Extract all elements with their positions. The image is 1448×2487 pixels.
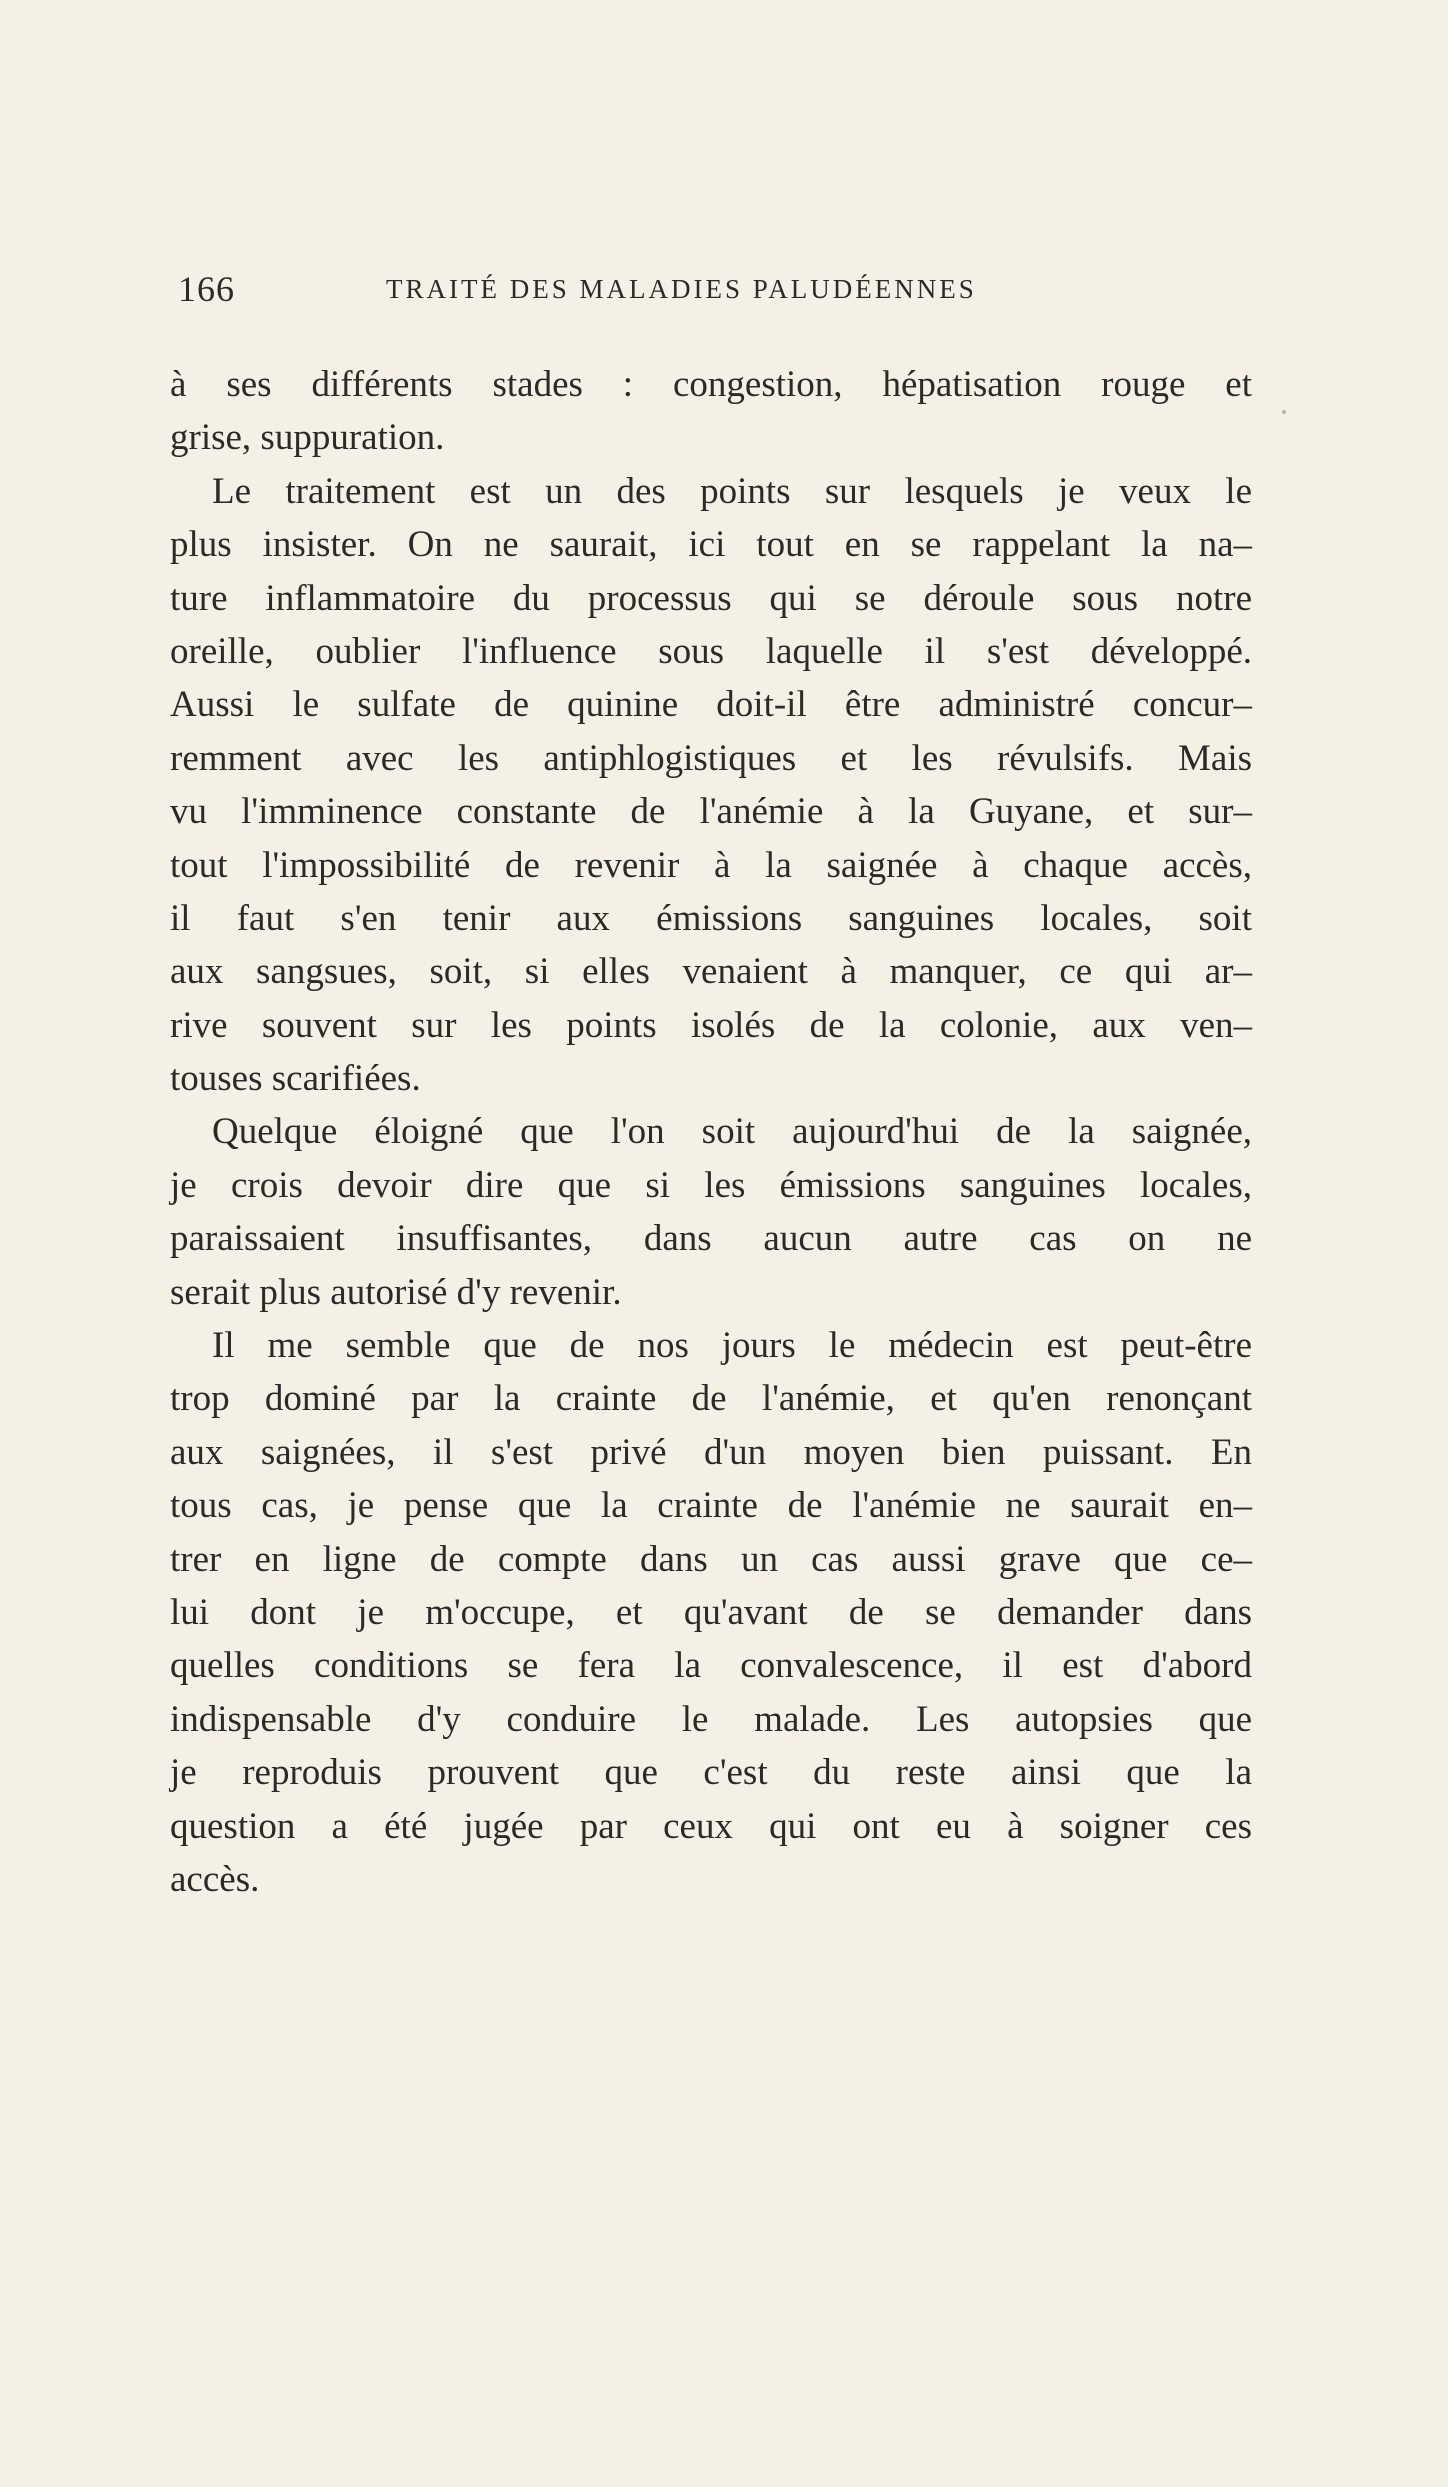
text-line: paraissaient insuffisantes, dans aucun autre cas on ne (170, 1218, 1252, 1260)
text-line: je reproduis prouvent que c'est du reste ainsi que la (170, 1752, 1252, 1794)
text-line: je crois devoir dire que si les émissions sanguines locales, (170, 1164, 1252, 1206)
text-line: plus insister. On ne saurait, ici tout en se rappelant la na– (170, 524, 1252, 566)
text-line: ture inflammatoire du processus qui se déroule sous notre (170, 577, 1252, 619)
text-line: serait plus autorisé d'y revenir. (170, 1271, 622, 1313)
text-line: grise, suppuration. (170, 417, 445, 459)
text-line: tous cas, je pense que la crainte de l'anémie ne saurait en– (170, 1485, 1252, 1527)
text-line: tout l'impossibilité de revenir à la saignée à chaque accès, (170, 844, 1252, 886)
text-line: lui dont je m'occupe, et qu'avant de se demander dans (170, 1591, 1252, 1633)
paragraph-start-line: Le traitement est un des points sur lesquels je veux le (212, 470, 1252, 512)
text-line: à ses différents stades : congestion, hépatisation rouge et (170, 364, 1252, 405)
text-line: remment avec les antiphlogistiques et les révulsifs. Mais (170, 737, 1252, 779)
text-line: aux saignées, il s'est privé d'un moyen bien puissant. En (170, 1431, 1252, 1473)
text-line: touses scarifiées. (170, 1058, 421, 1100)
page-number: 166 (178, 269, 235, 309)
text-line: accès. (170, 1858, 260, 1900)
paragraph-start-line: Quelque éloigné que l'on soit aujourd'hui de la saignée, (212, 1111, 1252, 1153)
body-text (170, 358, 1252, 1906)
text-line: trer en ligne de compte dans un cas aussi grave que ce– (170, 1538, 1252, 1580)
text-line: vu l'imminence constante de l'anémie à la Guyane, et sur– (170, 791, 1252, 833)
text-line: quelles conditions se fera la convalescence, il est d'abord (170, 1645, 1252, 1687)
running-head (178, 268, 1253, 318)
paper-speck (1282, 410, 1286, 414)
text-line: indispensable d'y conduire le malade. Les autopsies que (170, 1698, 1252, 1740)
text-line: aux sangsues, soit, si elles venaient à manquer, ce qui ar– (170, 951, 1252, 993)
text-line: il faut s'en tenir aux émissions sanguines locales, soit (170, 897, 1252, 939)
text-line: Aussi le sulfate de quinine doit-il être administré concur– (170, 684, 1252, 726)
text-line: oreille, oublier l'influence sous laquelle il s'est développé. (170, 630, 1252, 672)
paragraph-start-line: Il me semble que de nos jours le médecin est peut-être (212, 1325, 1252, 1367)
text-line: question a été jugée par ceux qui ont eu à soigner ces (170, 1805, 1252, 1847)
running-head-title: TRAITÉ DES MALADIES PALUDÉENNES (386, 274, 977, 304)
text-line: rive souvent sur les points isolés de la colonie, aux ven– (170, 1004, 1252, 1046)
text-line: trop dominé par la crainte de l'anémie, et qu'en renonçant (170, 1378, 1252, 1420)
